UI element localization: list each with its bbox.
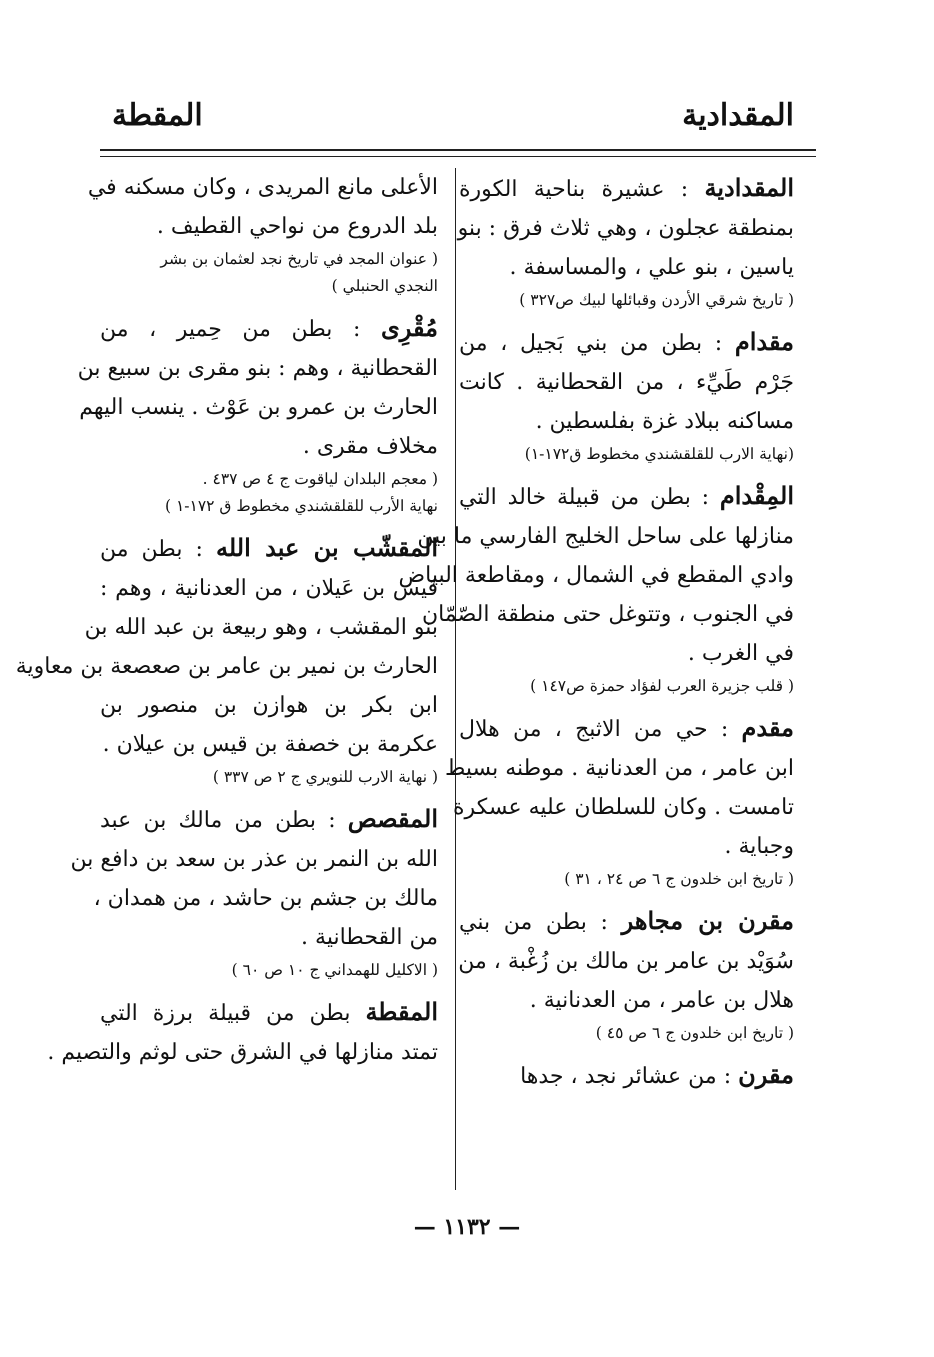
entry-text: ابن عامر ، من العدنانية . موطنه بسيط [444, 756, 794, 781]
entry-almuqassas [70, 799, 438, 984]
entry-text: تمتد منازلها في الشرق حتى لوثم والتصيم . [47, 1040, 438, 1065]
entry-headword: المقصص [347, 804, 438, 833]
entry-text: من القحطانية . [301, 925, 438, 950]
entry-text: قيس بن عَيلان ، من العدنانية ، وهم : [100, 576, 438, 601]
entry-source: ( الاكليل للهمداني ج ١٠ ص ٦٠ ) [231, 961, 438, 979]
entry-text: هلال بن عامر ، من العدنانية . [529, 988, 794, 1013]
entry-text: بنو المقشب ، وهو ربيعة بن عبد الله بن [84, 615, 438, 640]
entry-source: (نهاية الارب للقلقشندي مخطوط ق١٧٢-١) [524, 445, 794, 463]
entry-muqri [77, 308, 438, 520]
entry-almuqashshab [15, 528, 438, 791]
header-title-left: المقطة [112, 98, 203, 133]
entry-text: : حي من الاثبج ، من هلال [459, 717, 729, 742]
entry-headword: المِقْدام [719, 481, 795, 510]
entry-text: جَرْم طَيِّء ، من القحطانية . كانت [459, 370, 794, 395]
entry-muqrin-bin-mujahir [459, 901, 794, 1047]
column-divider [455, 168, 456, 1190]
entry-text: : بطن من قبيلة خالد التي [459, 485, 710, 510]
entry-text: بطن من قبيلة برزة التي [100, 1001, 351, 1026]
entry-almiqdam [398, 476, 795, 700]
entry-text: تامست . وكان للسلطان عليه عسكرة [453, 795, 794, 820]
entry-text: مخلاف مقرى . [302, 434, 438, 459]
entry-source: ( معجم البلدان لياقوت ج ٤ ص ٤٣٧ . [202, 470, 438, 488]
entry-text: : بطن من [100, 537, 203, 562]
entry-text: الحارث بن عمرو بن عَوْث . ينسب اليهم [79, 395, 438, 420]
entry-text: وجباية . [724, 834, 794, 859]
entry-source: النجدي الحنبلي ) [331, 277, 438, 295]
header-title-right: المقدادية [682, 98, 794, 133]
entry-headword: مقدام [734, 327, 794, 356]
header-rule-top [100, 149, 816, 151]
entry-text: القحطانية ، وهم : بنو مقرى بن سبيع بن [77, 356, 438, 381]
entry-source: نهاية الأرب للقلقشندي مخطوط ق ١٧٢-١ ) [164, 497, 438, 515]
entry-text: : بطن من مالك بن عبد [100, 808, 336, 833]
entry-text: : عشيرة بناحية الكورة [459, 177, 689, 202]
entry-text: ياسين ، بنو علي ، والمساسفة . [509, 255, 794, 280]
entry-muqrin [459, 1055, 794, 1096]
entry-headword: مُقْرِى [380, 313, 438, 342]
entry-text: سُوَيْد بن عامر بن مالك بن زُغْبة ، من [458, 949, 794, 974]
entry-text: بلد الدروع من نواحي القطيف . [156, 214, 438, 239]
entry-text: في الغرب . [687, 641, 794, 666]
entry-almiqdadiya [459, 168, 794, 314]
entry-text: : بطن من بني بَجيل ، من [459, 331, 723, 356]
entry-text: عكرمة بن خصفة بن قيس بن عيلان . [102, 732, 438, 757]
entry-miqdam [459, 322, 794, 468]
entry-source: ( عنوان المجد في تاريخ نجد لعثمان بن بشر [160, 250, 438, 268]
entry-source: ( تاريخ ابن خلدون ج ٦ ص ٤٥ ) [595, 1024, 794, 1042]
entry-headword: مقرن [738, 1060, 794, 1089]
entry-text: بمنطقة عجلون ، وهي ثلاث فرق : بنو [457, 216, 794, 241]
entry-text: مالك بن جشم بن حاشد ، من همدان ، [93, 886, 438, 911]
entry-text: ابن بكر بن هوازن بن منصور بن [100, 693, 438, 718]
entry-text: وادي المقطع في الشمال ، ومقاطعة البياض [398, 563, 794, 588]
entry-text: : من عشائر نجد ، جدها [520, 1064, 732, 1089]
entry-almuqatta [47, 992, 438, 1072]
entry-headword: المقدادية [704, 173, 794, 202]
left-column [15, 168, 438, 1172]
header-rule-bottom [100, 156, 816, 157]
entry-text: منازلها على ساحل الخليج الفارسي ما بين [417, 524, 794, 549]
entry-text: الحارث بن نمير بن عامر بن صعصعة بن معاوية [15, 654, 438, 679]
page-number: — ١١٣٢ — [413, 1214, 521, 1240]
entry-headword: مقدم [741, 713, 794, 742]
entry-headword: المقطة [365, 997, 438, 1026]
entry-text: الله بن النمر بن عذر بن سعد بن دافع بن [70, 847, 438, 872]
entry-source: ( نهاية الارب للنويري ج ٢ ص ٣٣٧ ) [212, 768, 438, 786]
entry-text: مساكنه ببلاد غزة بفلسطين . [535, 409, 794, 434]
entry-headword: مقرن بن مجاهر [621, 906, 794, 935]
entry-source: ( تاريخ شرقي الأردن وقبائلها لبيك ص٣٢٧ ) [519, 291, 794, 309]
entry-headword: المقشّب بن عبد الله [215, 533, 438, 562]
entry-text: : بطن من بني [459, 910, 608, 935]
running-header [100, 96, 794, 144]
entry-muqaddam [444, 708, 794, 893]
entry-text: الأعلى مانع المريدى ، وكان مسكنه في [87, 175, 438, 200]
entry-text: في الجنوب ، وتتوغل حتى منطقة الصّمّان [421, 602, 794, 627]
entry-continuation [87, 168, 438, 300]
entry-source: ( قلب جزيرة العرب لفؤاد حمزة ص١٤٧ ) [530, 677, 794, 695]
entry-text: : بطن من حِمير ، من [100, 317, 361, 342]
entry-source: ( تاريخ ابن خلدون ج ٦ ص ٢٤ ، ٣١ ) [564, 870, 794, 888]
